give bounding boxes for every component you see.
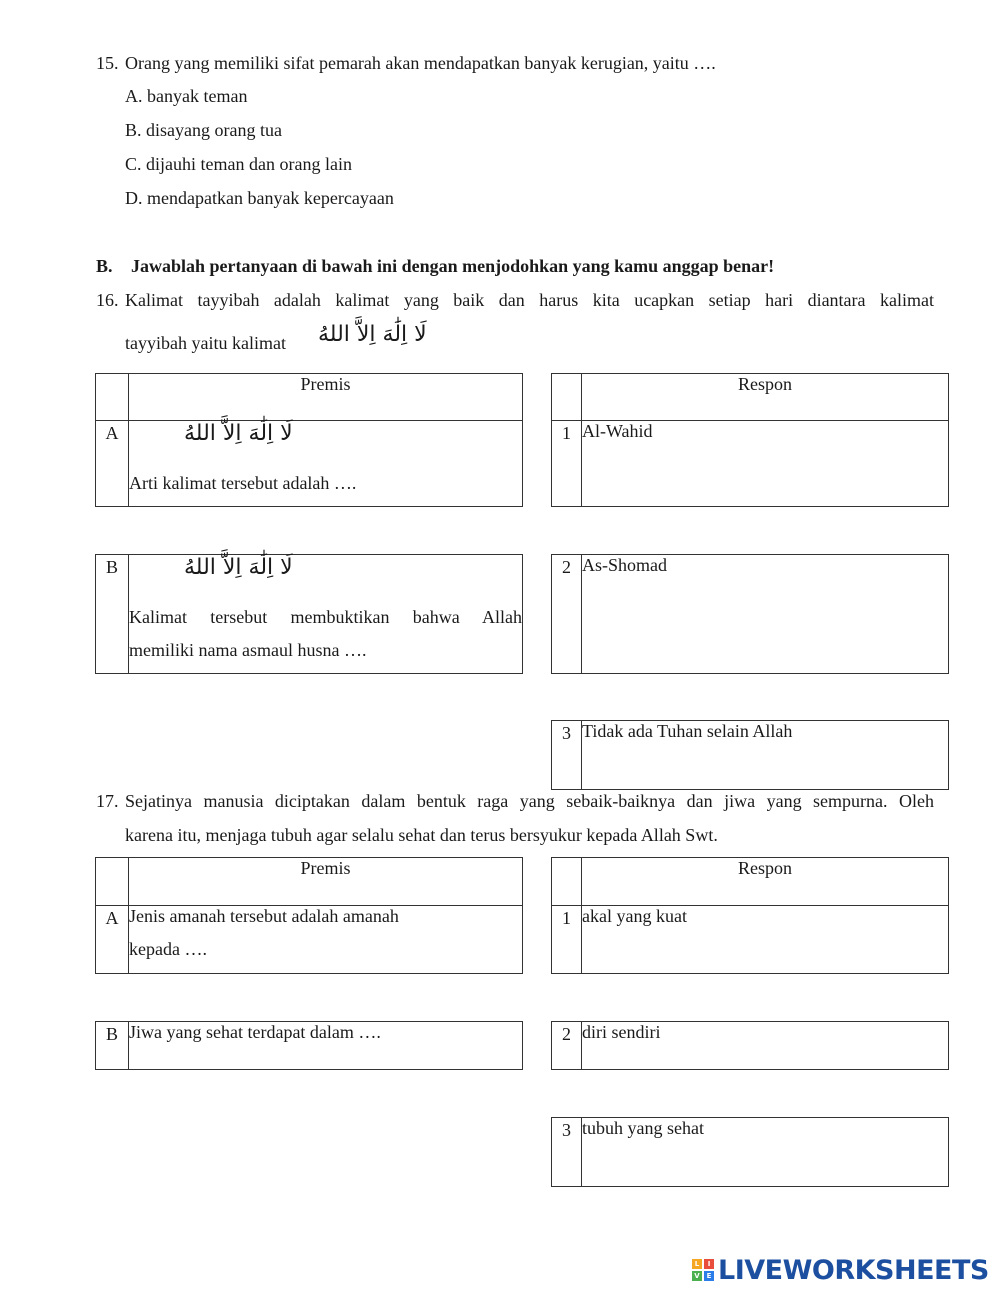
logo-block-i: I — [704, 1259, 714, 1269]
q16-premis-b-label: B — [96, 555, 129, 674]
q17-text-line1: Sejatinya manusia diciptakan dalam bentuk raga yang sebaik-baiknya dan jiwa yang sempurna. Oleh — [125, 791, 934, 811]
q17-respon-3-label: 3 — [552, 1118, 582, 1187]
q16-premis-b-table — [95, 554, 523, 674]
q16-text-line1: Kalimat tayyibah adalah kalimat yang baik dan harus kita ucapkan setiap hari diantara kalimat — [125, 290, 934, 310]
q16-respon-2-label: 2 — [552, 555, 582, 674]
q17-premis-a-label: A — [96, 906, 129, 974]
q15-option-a[interactable]: A. banyak teman — [125, 86, 248, 106]
q15-option-d[interactable]: D. mendapatkan banyak kepercayaan — [125, 188, 394, 208]
q15-option-c[interactable]: C. dijauhi teman dan orang lain — [125, 154, 352, 174]
q16-premis-b-arabic: لَا اِلَٰهَ اِلاَّ اللهُ — [184, 555, 293, 580]
q16-respon-header: Respon — [582, 374, 949, 421]
q16-premis-a[interactable] — [129, 421, 523, 507]
q16-premis-a-arabic: لَا اِلَٰهَ اِلاَّ اللهُ — [184, 421, 293, 446]
q16-premis-a-text: Arti kalimat tersebut adalah …. — [129, 473, 357, 493]
q16-premis-b-text-line2: memiliki nama asmaul husna …. — [129, 640, 367, 660]
q15-option-b[interactable]: B. disayang orang tua — [125, 120, 282, 140]
q16-number: 16. — [96, 290, 119, 310]
q15-question: Orang yang memiliki sifat pemarah akan mendapatkan banyak kerugian, yaitu …. — [125, 53, 716, 73]
liveworksheets-logo — [692, 1253, 989, 1287]
logo-blocks-icon — [692, 1259, 714, 1281]
q17-respon-table — [551, 857, 949, 974]
q17-respon-2-label: 2 — [552, 1022, 582, 1070]
q16-premis-b-text-line1: Kalimat tersebut membuktikan bahwa Allah — [129, 607, 522, 627]
logo-block-l: L — [692, 1259, 702, 1269]
q17-respon-3-table — [551, 1117, 949, 1187]
section-b-label: B. — [96, 256, 113, 276]
q16-arabic-inline: لَا اِلَٰهَ اِلاَّ اللهُ — [318, 322, 427, 347]
q17-premis-a-text-line2: kepada …. — [129, 939, 207, 959]
logo-block-v: V — [692, 1271, 702, 1281]
q17-respon-header: Respon — [582, 858, 949, 906]
q16-respon-1[interactable]: Al-Wahid — [582, 421, 949, 507]
q16-premis-b[interactable] — [129, 555, 523, 674]
q16-text-line2: tayyibah yaitu kalimat — [125, 333, 286, 353]
q17-respon-1[interactable]: akal yang kuat — [582, 906, 949, 974]
q16-respon-1-label: 1 — [552, 421, 582, 507]
q17-respon-1-label: 1 — [552, 906, 582, 974]
q17-premis-a[interactable] — [129, 906, 523, 974]
q16-premis-header: Premis — [129, 374, 523, 421]
q17-respon-3[interactable]: tubuh yang sehat — [582, 1118, 949, 1187]
q16-respon-table — [551, 373, 949, 507]
q17-text-line2: karena itu, menjaga tubuh agar selalu sehat dan terus bersyukur kepada Allah Swt. — [125, 825, 718, 845]
q16-respon-2[interactable]: As-Shomad — [582, 555, 949, 674]
q17-premis-table — [95, 857, 523, 974]
q17-premis-header: Premis — [129, 858, 523, 906]
q17-respon-2-table — [551, 1021, 949, 1070]
q16-premis-table — [95, 373, 523, 507]
q17-number: 17. — [96, 791, 119, 811]
q17-premis-a-text-line1: Jenis amanah tersebut adalah amanah — [129, 906, 399, 926]
q16-premis-a-label: A — [96, 421, 129, 507]
logo-text: LIVEWORKSHEETS — [718, 1254, 989, 1286]
q17-premis-b-table — [95, 1021, 523, 1070]
q16-respon-3-table — [551, 720, 949, 790]
logo-block-e: E — [704, 1271, 714, 1281]
q17-respon-2[interactable]: diri sendiri — [582, 1022, 949, 1070]
section-b-instruction: Jawablah pertanyaan di bawah ini dengan menjodohkan yang kamu anggap benar! — [131, 256, 775, 276]
q16-respon-3[interactable]: Tidak ada Tuhan selain Allah — [582, 721, 949, 790]
q17-premis-b-label: B — [96, 1022, 129, 1070]
q17-premis-b[interactable]: Jiwa yang sehat terdapat dalam …. — [129, 1022, 523, 1070]
q16-respon-2-table — [551, 554, 949, 674]
q15-number: 15. — [96, 53, 119, 73]
q16-respon-3-label: 3 — [552, 721, 582, 790]
